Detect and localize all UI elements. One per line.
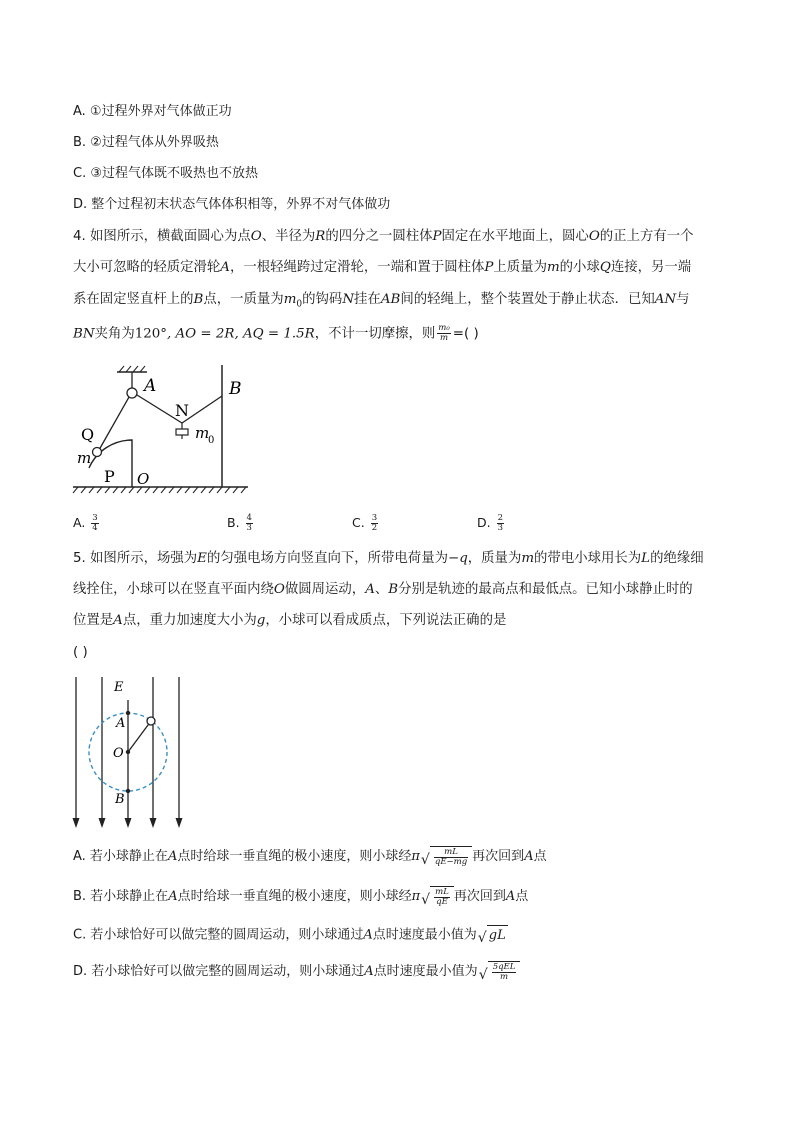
q5-var: m [521, 551, 535, 566]
q5-option-a[interactable] [73, 846, 547, 867]
q4-text: 大小可忽略的轻质定滑轮 [73, 260, 221, 275]
q4-var: O [588, 229, 600, 244]
q5-text: 做圆周运动， [284, 582, 366, 597]
sqrt-icon: √ [421, 892, 431, 908]
fraction-numerator: 3 [92, 513, 98, 523]
fraction-numerator: 5qEL [492, 962, 516, 972]
q4-text: 夹角为 [94, 326, 135, 342]
q5-text: 位置是 [73, 613, 114, 628]
label-q: Q [81, 425, 95, 444]
label-b: B [115, 792, 125, 807]
q5-option-b[interactable] [73, 886, 528, 907]
fraction-numerator: 3 [371, 513, 378, 523]
sqrt-expression [479, 961, 521, 982]
label-o: O [113, 746, 124, 761]
q4-var: R [315, 229, 326, 244]
label-m0-subscript: 0 [208, 435, 215, 446]
q5-var: −q [447, 551, 468, 566]
charged-ball [147, 717, 155, 725]
option-text: 点 [515, 889, 529, 904]
q3-option-a: A. ①过程外界对气体做正功 [73, 104, 232, 119]
q4-text: 系在固定竖直杆上的 [73, 292, 194, 307]
q5-text: 、 [374, 582, 389, 597]
option-text: 再次回到 [472, 849, 525, 864]
q4-text: =( ) [452, 326, 479, 342]
q5-var: O [273, 582, 285, 597]
q4-choice-b[interactable] [227, 514, 255, 533]
q5-text: 5. 如图所示，场强为 [73, 551, 198, 566]
q4-angle: 120° [134, 326, 167, 342]
choice-label: A. [73, 515, 86, 530]
option-var: A [363, 927, 373, 943]
q4-text: 、半径为 [261, 229, 316, 244]
option-text: 点时给球一垂直绳的极小速度，则小球经 [177, 889, 412, 904]
label-m: m [77, 449, 92, 467]
q4-choice-d[interactable] [477, 514, 506, 533]
q4-text: 连接，另一端 [610, 260, 692, 275]
sqrt-expression [478, 925, 508, 945]
option-text: 点时给球一垂直绳的极小速度，则小球经 [177, 849, 412, 864]
q4-text: 的正上方有一个 [599, 229, 694, 244]
option-text: A. 若小球静止在 [73, 849, 168, 864]
fraction-denominator: m [440, 333, 449, 343]
option-pi: π [411, 849, 420, 864]
q5-figure [73, 677, 183, 828]
q5-option-d[interactable] [73, 961, 520, 982]
q5-text: 分别是轨迹的最高点和最低点。已知小球静止时的 [398, 582, 693, 597]
sqrt-radicand: gL [487, 925, 508, 945]
choice-fraction [91, 514, 98, 533]
option-var: A [505, 889, 516, 904]
point-o [126, 750, 130, 754]
rope-aq [99, 397, 129, 450]
q5-var: A [113, 613, 123, 628]
fraction-numerator: mL [434, 848, 468, 858]
hanging-weight [176, 429, 188, 435]
option-text: 点 [533, 849, 547, 864]
q5-option-c[interactable] [73, 925, 508, 945]
q4-text: 的四分之一圆柱体 [325, 229, 433, 244]
q5-text: 的绝缘细 [650, 551, 704, 566]
q4-text: 间的轻绳上，整个装置处于静止状态．已知 [400, 292, 655, 307]
ball-q [93, 448, 102, 457]
q4-var: O [250, 229, 262, 244]
fraction-denominator: qE [436, 897, 448, 907]
q3-option-b: B. ②过程气体从外界吸热 [73, 135, 219, 150]
fraction-denominator: 2 [371, 523, 378, 533]
label-b: B [229, 379, 242, 399]
q4-text: 点，一质量为 [203, 292, 284, 307]
q4-subscript: 0 [296, 299, 303, 310]
choice-fraction [497, 514, 504, 533]
q4-var: B [193, 292, 204, 307]
q5-var: B [388, 582, 399, 597]
label-p: P [104, 467, 115, 486]
option-text: B. 若小球静止在 [73, 889, 169, 904]
q5-text: 的匀强电场方向竖直向下，所带电荷量为 [206, 551, 448, 566]
q4-var: A [220, 260, 230, 275]
option-text: 再次回到 [453, 889, 506, 904]
sqrt-icon: √ [478, 967, 488, 983]
q5-var: A [365, 582, 375, 597]
q5-line-1 [73, 550, 704, 568]
choice-label: B. [227, 515, 240, 530]
fraction-denominator: 3 [497, 523, 504, 533]
q4-var: N [342, 292, 355, 307]
label-o: O [137, 470, 150, 488]
q3-option-d: D. 整个过程初末状态气体体积相等，外界不对气体做功 [73, 197, 391, 212]
q4-var: m [283, 292, 297, 307]
label-m0: m [195, 424, 210, 442]
fraction-numerator: 2 [497, 513, 504, 523]
label-e: E [114, 680, 124, 695]
q4-text: 的钩码 [302, 292, 343, 307]
q5-var: E [197, 551, 207, 566]
q5-text: ，小球可以看成质点，下列说法正确的是 [265, 613, 507, 628]
fraction-numerator: mL [435, 887, 449, 897]
fraction-denominator: 4 [92, 523, 98, 533]
q4-var: m [546, 260, 560, 275]
q4-text: 固定在水平地面上，圆心 [441, 229, 589, 244]
fraction-denominator: qE−mg [434, 857, 468, 867]
fraction-denominator: m [500, 972, 509, 982]
sqrt-expression [421, 846, 472, 867]
q4-text: ，不计一切摩擦，则 [314, 326, 436, 342]
q4-var: P [432, 229, 442, 244]
q4-text: 上质量为 [493, 260, 547, 275]
label-a: A [116, 716, 126, 731]
q5-var: L [641, 551, 651, 566]
fraction-numerator: m₀ [438, 323, 450, 333]
option-text: C. 若小球恰好可以做完整的圆周运动，则小球通过 [73, 927, 364, 943]
option-var: A [524, 849, 534, 864]
pulley [127, 388, 137, 398]
choice-label: C. [352, 515, 365, 530]
point-b [126, 789, 130, 793]
q4-choice-a[interactable] [73, 514, 101, 533]
label-n: N [175, 401, 189, 420]
q4-var: AN [654, 292, 677, 307]
q4-text: 的小球 [559, 260, 600, 275]
q5-text: ，质量为 [467, 551, 522, 566]
q4-choice-c[interactable] [352, 514, 380, 533]
q5-line-3 [73, 612, 506, 630]
option-text: 点时速度最小值为 [373, 964, 478, 979]
label-a: A [144, 376, 157, 396]
q5-text: 点，重力加速度大小为 [122, 613, 257, 628]
ceiling-hatch [119, 366, 145, 372]
q4-var: BN [73, 326, 95, 342]
q5-text: 的带电小球用长为 [534, 551, 642, 566]
q5-var: g [256, 613, 266, 628]
q4-text: 4. 如图所示，横截面圆心为点 [73, 229, 251, 244]
sqrt-icon: √ [420, 852, 430, 868]
q4-condition: , AO = 2R, AQ = 1.5R [167, 326, 315, 342]
choice-label: D. [477, 515, 491, 530]
option-var: A [364, 964, 374, 979]
fraction-numerator: 4 [246, 513, 252, 523]
q5-line-2 [73, 581, 693, 599]
option-pi: π [411, 889, 421, 904]
point-a [126, 711, 130, 715]
choice-fraction [371, 514, 378, 533]
q4-text: 与 [676, 292, 690, 307]
field-arrowheads [73, 818, 183, 828]
q5-text: 线拴住，小球可以在竖直平面内绕 [73, 582, 274, 597]
sqrt-icon: √ [477, 930, 487, 946]
option-text: D. 若小球恰好可以做完整的圆周运动，则小球通过 [73, 964, 365, 979]
sqrt-expression [421, 886, 454, 907]
q4-var: Q [599, 260, 611, 275]
q4-text: 挂在 [354, 292, 381, 307]
option-text: 点时速度最小值为 [372, 927, 477, 943]
fraction-denominator: 3 [246, 523, 252, 533]
option-var: A [167, 849, 178, 864]
choice-fraction [246, 514, 253, 533]
ground-hatch [73, 487, 246, 493]
q4-text: ，一根轻绳跨过定滑轮，一端和置于圆柱体 [229, 260, 485, 275]
q5-line-4: ( ) [73, 645, 88, 660]
q3-option-c: C. ③过程气体既不吸热也不放热 [73, 166, 258, 181]
q4-var: AB [380, 292, 401, 307]
option-var: A [168, 889, 178, 904]
q4-var: P [484, 260, 494, 275]
string-line [128, 721, 151, 752]
